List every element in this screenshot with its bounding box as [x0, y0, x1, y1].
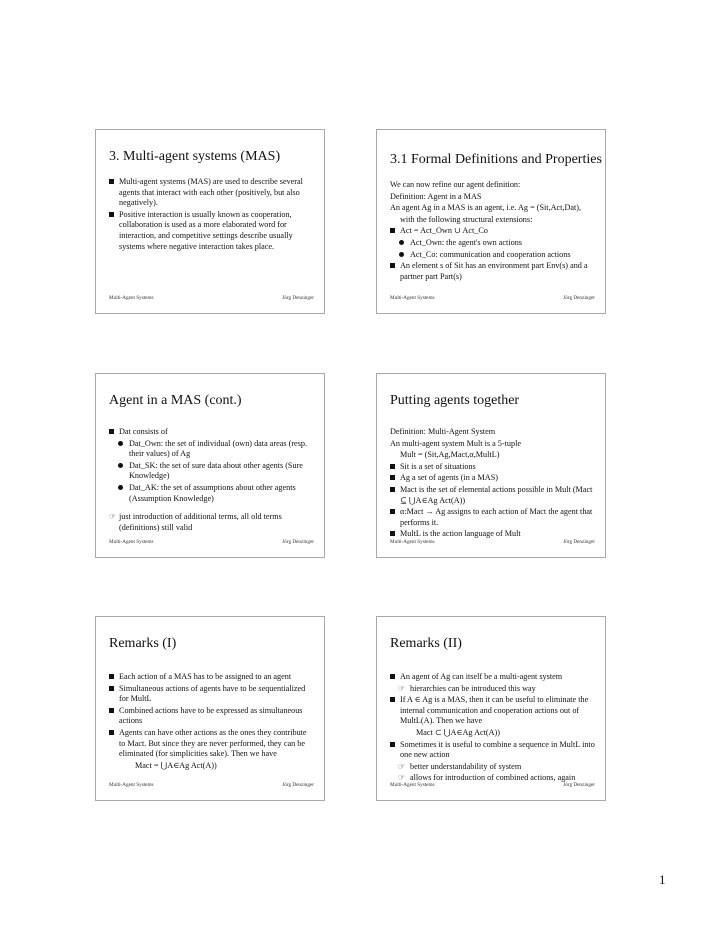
note-item: ☞ better understandability of system	[398, 761, 522, 771]
text-line: An agent Ag in a MAS is an agent, i.e. Ag = (Sit,Act,Dat),	[390, 203, 582, 213]
sub-bullet-item: Dat_AK: the set of assumptions about other agents (Assumption Knowledge)	[109, 483, 314, 504]
slide-title: Remarks (I)	[109, 636, 177, 651]
slide-remarks-2	[376, 616, 606, 801]
slide-formal-definitions	[376, 129, 606, 314]
slide-footer	[109, 295, 314, 301]
footer-left: Multi-Agent Systems	[390, 782, 435, 788]
bullet-item: Sit is a set of situations	[390, 462, 595, 473]
text-line: with the following structural extensions:	[400, 214, 533, 224]
slide-footer	[109, 539, 314, 545]
formula-line: Mact = ⋃A∈Ag Act(A))	[135, 760, 217, 770]
note-item: ☞ hierarchies can be introduced this way	[398, 683, 536, 693]
bullet-item: Positive interaction is usually known as cooperation, collaboration is used as a more elaborated word for interaction, and competitive settings describe usually systems where negative interaction takes place.	[109, 210, 314, 252]
slide-body	[390, 180, 595, 283]
bullet-item: Mact is the set of elemental actions possible in Mult (Mact ⊆ ⋃A∈Ag Act(A))	[390, 485, 595, 506]
note-item: ☞ just introduction of additional terms, all old terms (definitions) still valid	[109, 512, 282, 532]
footer-right: Jörg Denzinger	[563, 295, 595, 301]
slide-title: 3. Multi-agent systems (MAS)	[109, 149, 281, 164]
slide-body	[390, 427, 595, 541]
sub-bullet-item: Dat_Own: the set of individual (own) data areas (resp. their values) of Ag	[109, 439, 314, 460]
slide-mas-intro	[95, 129, 325, 314]
bullet-item: Ag a set of agents (in a MAS)	[390, 473, 595, 484]
slide-body	[109, 672, 314, 772]
pointing-hand-icon: ☞	[398, 761, 406, 771]
footer-right: Jörg Denzinger	[282, 539, 314, 545]
formula-line: Mact ⊂ ⋃A∈Ag Act(A))	[416, 727, 500, 737]
slide-body	[390, 672, 595, 785]
footer-left: Multi-Agent Systems	[390, 539, 435, 545]
slide-footer	[390, 539, 595, 545]
slide-title: Remarks (II)	[390, 636, 462, 651]
bullet-item: Multi-agent systems (MAS) are used to describe several agents that interact with each other (positively, but also negatively).	[109, 177, 314, 209]
bullet-item: Sometimes it is useful to combine a sequence in MultL into one new action	[390, 740, 595, 761]
text-line: An multi-agent system Mult is a 5-tuple	[390, 438, 521, 448]
slide-title: Agent in a MAS (cont.)	[109, 393, 242, 408]
slide-remarks-1	[95, 616, 325, 801]
bullet-item: Each action of a MAS has to be assigned to an agent	[109, 672, 314, 683]
sub-bullet-item: Act_Own: the agent's own actions	[390, 238, 595, 249]
pointing-hand-icon: ☞	[109, 512, 117, 522]
bullet-item: Dat consists of	[109, 427, 314, 438]
pointing-hand-icon: ☞	[398, 683, 406, 693]
bullet-item: An element s of Sit has an environment part Env(s) and a partner part Part(s)	[390, 261, 595, 282]
page-number: 1	[659, 872, 666, 887]
slide-footer	[390, 782, 595, 788]
bullet-item: Act = Act_Own ∪ Act_Co	[390, 226, 595, 237]
footer-right: Jörg Denzinger	[563, 782, 595, 788]
pointing-hand-icon: ☞	[398, 773, 406, 783]
slide-title: Putting agents together	[390, 393, 520, 408]
bullet-item: If A ∈ Ag is a MAS, then it can be useful to eliminate the internal communication and cooperation actions out of MultL(A). Then we have	[390, 695, 595, 727]
footer-right: Jörg Denzinger	[282, 295, 314, 301]
bullet-item: Simultaneous actions of agents have to be sequentialized for MultL	[109, 684, 314, 705]
slide-agent-in-mas	[95, 373, 325, 558]
sub-bullet-item: Act_Co: communication and cooperation actions	[390, 250, 595, 261]
footer-left: Multi-Agent Systems	[109, 539, 154, 545]
footer-right: Jörg Denzinger	[282, 782, 314, 788]
text-line: We can now refine our agent definition:	[390, 180, 521, 189]
footer-left: Multi-Agent Systems	[109, 782, 154, 788]
note-item: ☞ allows for introduction of combined actions, again	[398, 773, 576, 783]
slide-putting-agents-together	[376, 373, 606, 558]
text-line: Mult = (Sit,Ag,Mact,α,MultL)	[400, 450, 500, 460]
text-line: Definition: Multi-Agent System	[390, 427, 496, 436]
slide-footer	[390, 295, 595, 301]
bullet-item: Combined actions have to be expressed as simultaneous actions	[109, 706, 314, 727]
sub-bullet-item: Dat_SK: the set of sure data about other agents (Sure Knowledge)	[109, 461, 314, 482]
slide-title: 3.1 Formal Definitions and Properties	[390, 152, 602, 167]
slide-body	[109, 427, 314, 534]
footer-left: Multi-Agent Systems	[109, 295, 154, 301]
footer-left: Multi-Agent Systems	[390, 295, 435, 301]
slide-body	[109, 177, 314, 253]
bullet-item: α:Mact → Ag assigns to each action of Mact the agent that performs it.	[390, 507, 595, 528]
bullet-item: An agent of Ag can itself be a multi-agent system	[390, 672, 595, 683]
slide-footer	[109, 782, 314, 788]
bullet-item: Agents can have other actions as the ones they contribute to Mact. But since they are never performed, they can be eliminated (for simplicities sake). Then we have	[109, 728, 314, 760]
text-line: Definition: Agent in a MAS	[390, 191, 482, 201]
footer-right: Jörg Denzinger	[563, 539, 595, 545]
bullet-item: MultL is the action language of Mult	[390, 529, 595, 540]
